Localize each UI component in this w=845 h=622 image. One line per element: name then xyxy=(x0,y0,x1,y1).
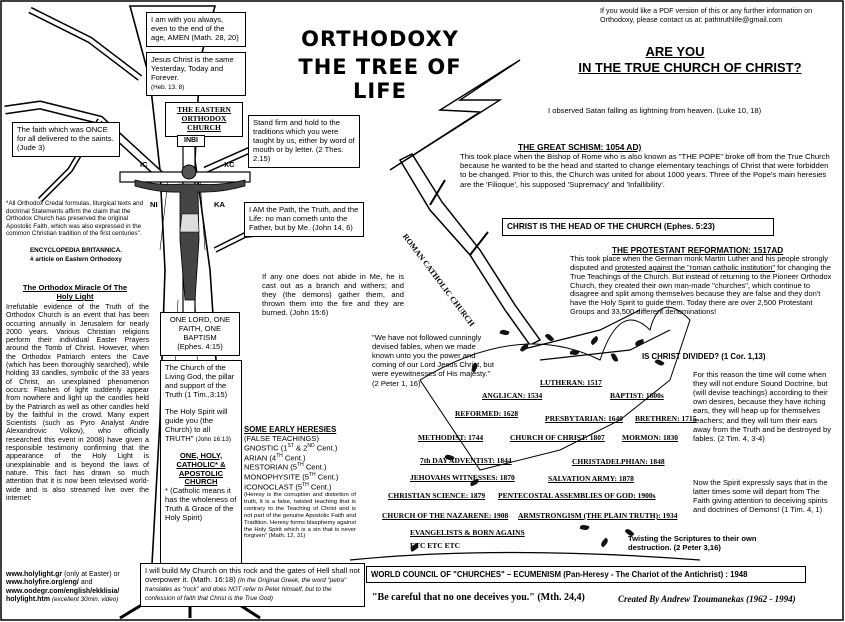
denomination-label: ETC ETC ETC xyxy=(410,541,461,550)
denomination-label: CHRISTADELPHIAN: 1848 xyxy=(572,457,665,466)
christ-divided-question: IS CHRIST DIVIDED? (1 Cor. 1,13) xyxy=(642,352,766,361)
xc-letters: XC xyxy=(224,160,235,169)
great-schism-body: This took place when the Bishop of Rome who is also known as "THE POPE" broke off from the True Church because he wanted to be the head and started to change elementary teachings of Christ that were forbidden to be changed. Prior to this, the Church was united for about 1000 years. Three of the Pope's main heresies are the 'Filioque', his supposed 'Supremacy' and 'Infallibility'. xyxy=(460,152,830,189)
build-church-box xyxy=(140,563,365,607)
church-pillar-box xyxy=(160,360,242,568)
abide-in-me-quote: If any one does not abide in Me, he is cast out as a branch and withers; and they (the demons) gather them, and thrown them into the fire and they are burned. (John 15:6) xyxy=(262,272,404,318)
britannica-label: ENCYCLOPEDIA BRITANNICA. xyxy=(29,247,122,254)
heresy-definition: (Heresy is the corruption and distortion of truth, it is a false, twisted teaching that is contrary to the Teaching of Christ and is not part of the genuine Apostolic Faith and Tradition. Heresy forms blasphemy against the Holy Spirit which is a sin that is never forgiven" (Math. 12, 31) xyxy=(244,492,356,540)
world-council-box: WORLD COUNCIL OF "CHURCHES" – ECUMENISM (Pan-Heresy - The Chariot of the Antichrist) : 1948 xyxy=(366,566,806,583)
denomination-label: CHURCH OF CHRIST: 1807 xyxy=(510,433,605,442)
one-lord-ref: (Ephes. 4:15) xyxy=(177,341,223,351)
denomination-label: CHURCH OF THE NAZARENE: 1908 xyxy=(382,511,509,520)
question-line2: IN THE TRUE CHURCH OF CHRIST? xyxy=(578,60,802,75)
path-truth-box: I AM the Path, the Truth, and the Life: no man cometh unto the Father, but by Me. (John 14, 6) xyxy=(244,202,364,237)
holy-light-links xyxy=(6,571,156,605)
faith-once-box: The faith which was ONCE for all delivered to the saints. (Jude 3) xyxy=(12,122,120,157)
video-note: (excellent 30min. video) xyxy=(51,596,119,604)
denomination-label: METHODIST: 1744 xyxy=(418,433,484,442)
heresies-title: SOME EARLY HERESIES xyxy=(244,425,337,434)
denomination-label: ARMSTRONGISM (THE PLAIN TRUTH): 1934 xyxy=(518,511,678,520)
reformation-body-part1: This took place when the German monk Martin Luther and his people strongly disputed and xyxy=(570,254,829,272)
denomination-label: LUTHERAN: 1517 xyxy=(540,378,602,387)
eastern-orthodox-label: THE EASTERN ORTHODOX CHURCH xyxy=(165,102,243,137)
ic-letters: IC xyxy=(140,160,148,169)
heresy-item: ARIAN (4TH Cent.) xyxy=(244,452,306,463)
link-oodegr-page[interactable]: holylight.htm xyxy=(6,596,50,604)
heresy-item: ICONOCLAST (5TH Cent.) xyxy=(244,481,332,492)
denomination-label: REFORMED: 1628 xyxy=(455,409,519,418)
protestant-bush xyxy=(420,307,690,470)
head-of-church-box: CHRIST IS THE HEAD OF THE CHURCH (Ephes. 5:23) xyxy=(502,218,774,236)
same-yesterday-box xyxy=(146,52,246,96)
inbi-plaque: INBI xyxy=(177,135,205,147)
twisting-scriptures-note: Twisting the Scriptures to their own destruction. (2 Peter 3,16) xyxy=(628,534,757,553)
link-holyfire-note: and xyxy=(80,579,93,587)
same-yesterday-ref: (Heb. 13. 8) xyxy=(151,83,185,91)
be-careful-quote: "Be careful that no one deceives you." (Mth. 24,4) xyxy=(372,592,585,603)
denomination-label: JEHOVAHS WITNESSES: 1870 xyxy=(410,473,515,482)
denomination-label: PENTECOSTAL ASSEMBLIES OF GOD: 1900s xyxy=(498,491,656,500)
with-you-box: I am with you always, even to the end of the age, AMEN (Math. 28, 20) xyxy=(146,12,246,47)
link-holylight-note: (only at Easter) or xyxy=(64,571,120,578)
great-schism-title: THE GREAT SCHISM: 1054 AD) xyxy=(518,142,642,152)
page-title-line1: ORTHODOXY xyxy=(301,27,459,51)
time-will-come-quote: For this reason the time will come when they will not endure Sound Doctrine, but (will devise teachings) according to their own desires, because they have itching ears, they will heap up for themselves teachers; and they will turn their ears away from the Truth and be destroyed by fables. (2 Tim. 4, 3-4) xyxy=(693,370,832,443)
build-church-quote: I will build My Church on this rock and the gates of Hell shall not overpower it. (Math. 16:18) xyxy=(145,566,360,584)
cunningly-devised-fables-quote: "We have not followed cunningly devised fables, when we made known unto you the power and coming of our Lord Jesus Christ, but were eyewitnesses of His majesty." (2 Peter 1, 16) xyxy=(372,333,494,388)
author-credit: Created By Andrew Tzoumanekas (1962 - 1994) xyxy=(618,594,796,604)
spirit-guide-quote: The Holy Spirit will guide you (the Church) to all TRUTH" xyxy=(165,406,228,443)
britannica-article: # article on Eastern Orthodoxy xyxy=(30,256,122,263)
holy-light-body: Irrefutable evidence of the Truth of the Orthodox Church is an event that has been occurring annually in Jerusalem for nearly 2000 years. Various Christian religions perform their individual Easter Prayers around the Tomb of Christ. However, when the Orthodox Patriarch enters the Cave (which has been thoroughly searched), while holding 33 candles, symbolic of the 33 years of Christ, an unexplained phenomenon occurs: Flashes of light suddenly appear from nowhere and light up the candles held by the Patriarch as well as other candles held by the faithful in the crowd. Many expert Scientists (such as Pyro Analyst Andre Alexandrovic Volkov), who officially researched this event in 2008) have given a responsible testimony confirming that the appearance of the Holy Light is unexplainable and is beyond the laws of nature. This fact has drawn so much attention that it is now been televised world-wide and is also streamed live over the internet: xyxy=(6,303,149,502)
ka-letters: KA xyxy=(214,200,225,209)
pdf-contact-note: If you would like a PDF version of this or any further information on Orthodoxy, please contact us at: pathtruthlife@gmail.com xyxy=(600,6,813,24)
page-title-line2: THE TREE OF LIFE xyxy=(298,55,462,103)
denomination-label: EVANGELISTS & BORN AGAINS xyxy=(410,528,525,537)
denomination-label: BRETHREN: 1715 xyxy=(635,414,697,423)
stand-firm-box: Stand firm and hold to the traditions which you were taught by us, either by word of mouth or by letter. (2 Thes. 2.15) xyxy=(248,115,360,168)
reformation-body-part2: for changing the True Teachings of the Church. But instead of returning to the Pioneer Orthodox Church, they created their own man-made "churches", which continue to disagree and split among themselves because they are false and they don't have the Holy Spirit to guide them. Today there are over 2,500 Protestant Groups and 33,500 different denominations! xyxy=(570,262,832,317)
same-yesterday-text: Jesus Christ is the same Yesterday, Today and Forever. xyxy=(151,55,234,82)
holy-light-title: The Orthodox Miracle Of The Holy Light xyxy=(22,283,128,302)
catholic-meaning-note: * (Catholic means it has the wholeness of Truth & Grace of the Holy Spirit) xyxy=(165,486,237,523)
link-oodegr[interactable]: www.oodegr.com/english/ekklisia/ xyxy=(6,587,120,595)
spirit-guide-ref: (John 16:13) xyxy=(195,435,231,443)
heresy-item: NESTORIAN (5TH Cent.) xyxy=(244,462,327,472)
denomination-label: ANGLICAN: 1534 xyxy=(482,391,543,400)
roman-catholic-branch-label: ROMAN CATHOLIC CHURCH xyxy=(400,232,477,329)
heresies-subtitle: (FALSE TEACHINGS) xyxy=(244,434,319,443)
heresy-item: MONOPHYSITE (5TH Cent.) xyxy=(244,472,339,482)
heresy-list xyxy=(244,443,364,491)
denomination-label: PRESBYTARIAN: 1640 xyxy=(545,414,623,423)
denomination-label: 7th DAY ADVENTIST: 1844 xyxy=(420,456,512,465)
ni-letters: NI xyxy=(150,200,158,209)
reformation-title: THE PROTESTANT REFORMATION: 1517AD xyxy=(612,246,784,255)
link-holylight[interactable]: www.holylight.gr xyxy=(6,571,63,578)
heresy-item: GNOSTIC (1ST & 2ND Cent.) xyxy=(244,443,338,453)
one-holy-catholic-label: ONE, HOLY, CATHOLIC* & APOSTOLIC CHURCH xyxy=(176,450,226,487)
denomination-label: SALVATION ARMY: 1878 xyxy=(548,474,634,483)
denomination-label: CHRISTIAN SCIENCE: 1879 xyxy=(388,491,486,500)
link-holyfire[interactable]: www.holyfire.org/eng/ xyxy=(6,579,79,587)
denomination-label: MORMON: 1830 xyxy=(622,433,679,442)
build-church-note: (In the Original Greek, the word "petra" translates as "rock" and does NOT refer to Peter himself, but to the confession of faith that Christ is the True God) xyxy=(145,576,347,602)
reformation-body xyxy=(570,255,832,317)
denomination-label: BAPTIST: 1600s xyxy=(610,391,664,400)
spirit-expressly-says-quote: Now the Spirit expressly says that in the latter times some will depart from The Faith giving attention to deceiving spirits and doctrines of Demons! (1 Tim. 4, 1) xyxy=(693,478,828,515)
question-line1: ARE YOU xyxy=(645,44,705,59)
reformation-body-protest: protested against the "roman catholic institution" xyxy=(615,262,776,272)
satan-quote: I observed Satan falling as lightning from heaven. (Luke 10, 18) xyxy=(548,106,762,115)
crucifix-figure xyxy=(135,165,245,300)
pillar-text: The Church of the Living God, the pillar and support of the Truth (1 Tim.,3:15) xyxy=(165,363,235,399)
credal-note: *All Orthodox Credal formulas, liturgical texts and doctrinal Statements affirm the claim that the Orthodox Church has preserved the original Apostolic Faith, which was also expressed in the common Christian tradition of the first centuries". xyxy=(6,200,144,238)
one-lord-text: ONE LORD, ONE FAITH, ONE BAPTISM xyxy=(169,315,231,342)
spirit-guide-text xyxy=(165,408,237,444)
one-lord-box xyxy=(160,312,240,356)
early-heresies-section xyxy=(244,425,364,491)
